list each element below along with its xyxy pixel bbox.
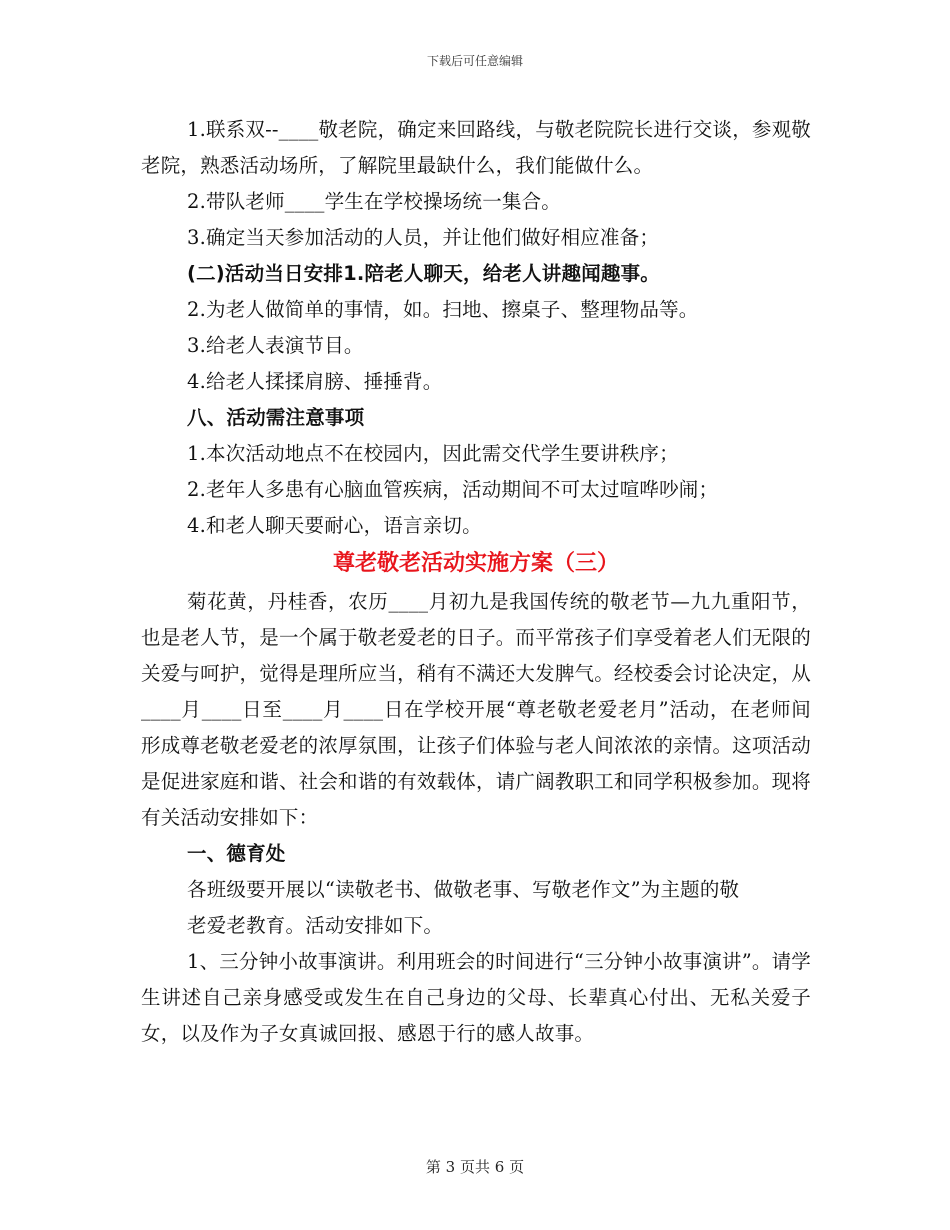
section8-title: 八、活动需注意事项 <box>187 406 365 429</box>
page-footer: 第 3 页共 6 页 <box>425 1158 525 1176</box>
plan3-title: 尊老敬老活动实施方案（三） <box>332 551 619 576</box>
plan3-item-1: 1、三分钟小故事演讲。利用班会的时间进行“三分钟小故事演讲”。请学生讲述自己亲身感受或发生在自己身边的父母、长辈真心付出、无私关爱子女，以及作为子女真诚回报、感恩于行的感人故事。 <box>141 950 811 1045</box>
day-item-2: 2.为老人做简单的事情，如。扫地、擦桌子、整理物品等。 <box>187 298 699 321</box>
page-header: 下载后可任意编辑 <box>426 54 523 68</box>
document-body <box>141 112 811 1052</box>
plan3-dept-para2: 老爱老教育。活动安排如下。 <box>187 914 444 937</box>
plan3-dept-para1: 各班级要开展以“读敬老书、做敬老事、写敬老作文”为主题的敬 <box>187 878 740 901</box>
plan3-dept-title: 一、德育处 <box>187 842 286 865</box>
section8-item-4: 4.和老人聊天要耐心，语言亲切。 <box>187 514 482 537</box>
paragraph-confirm-staff: 3.确定当天参加活动的人员，并让他们做好相应准备； <box>187 226 660 249</box>
section8-item-1: 1.本次活动地点不在校园内，因此需交代学生要讲秩序； <box>187 442 679 465</box>
day-schedule-item1: 1.陪老人聊天，给老人讲趣闻趣事。 <box>343 262 661 285</box>
day-item-4: 4.给老人揉揉肩膀、捶捶背。 <box>187 370 443 393</box>
paragraph-teacher-gather: 2.带队老师____学生在学校操场统一集合。 <box>187 190 562 213</box>
day-schedule-heading <box>141 256 811 292</box>
paragraph-contact-nursing-home: 1.联系双--____敬老院，确定来回路线，与敬老院院长进行交谈，参观敬老院，熟悉活动场所，了解院里最缺什么，我们能做什么。 <box>141 118 811 177</box>
section8-item-2: 2.老年人多患有心脑血管疾病，活动期间不可太过喧哗吵闹； <box>187 478 719 501</box>
day-schedule-prefix: (二)活动当日安排 <box>187 262 344 285</box>
plan3-intro: 菊花黄，丹桂香，农历____月初九是我国传统的敬老节—九九重阳节，也是老人节，是一个属于敬老爱老的日子。而平常孩子们享受着老人们无限的关爱与呵护，觉得是理所应当，稍有不满还大发脾气。经校委会讨论决定，从____月____日至____月____日在学校开展“尊老敬老爱老月”活动，在老师间形成尊老敬老爱老的浓厚氛围，让孩子们体验与老人间浓浓的亲情。这项活动是促进家庭和谐、社会和谐的有效载体，请广阔教职工和同学积极参加。现将有关活动安排如下： <box>141 590 811 829</box>
day-item-3: 3.给老人表演节目。 <box>187 334 364 357</box>
